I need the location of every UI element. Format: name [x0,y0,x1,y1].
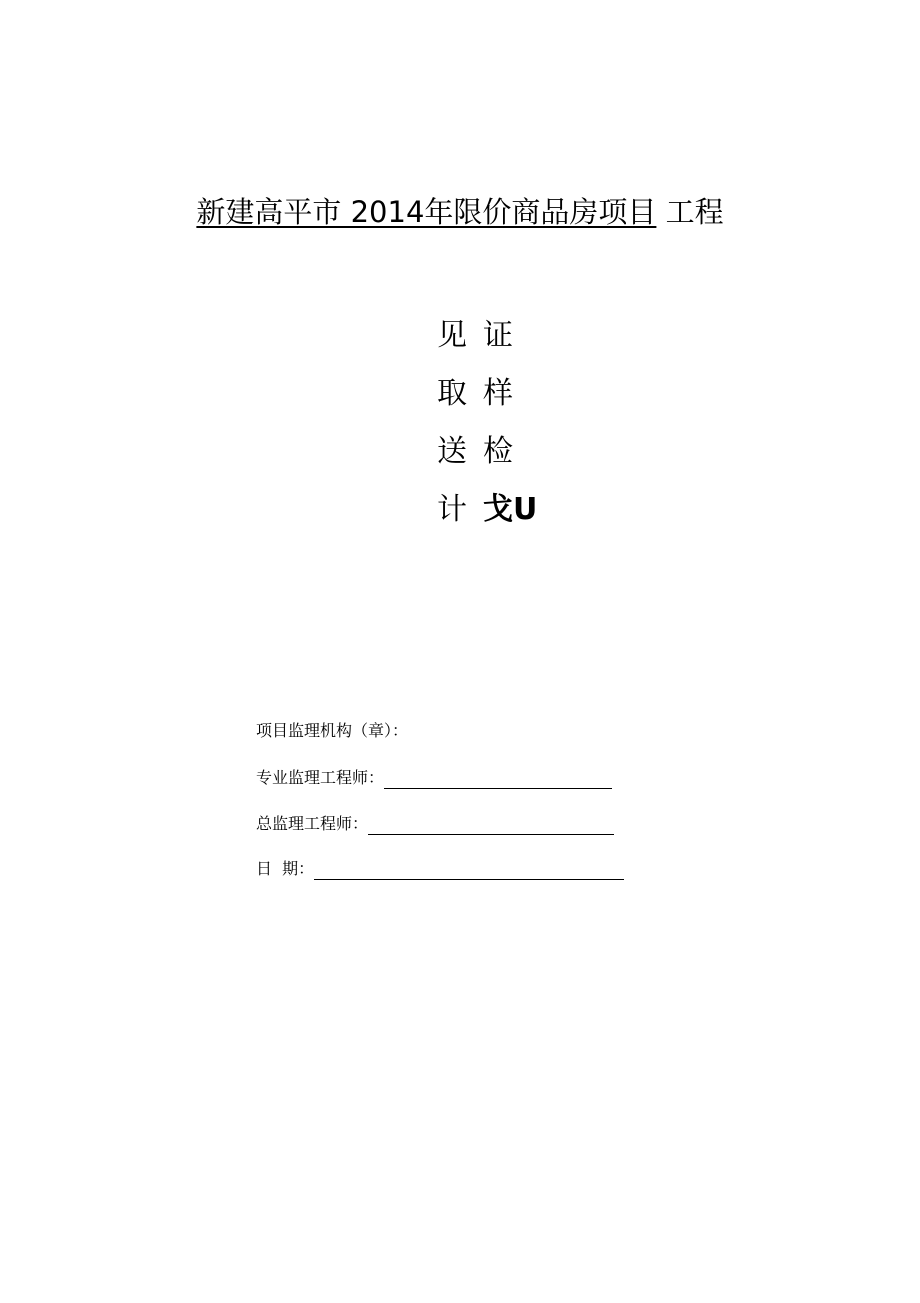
field-specialist-engineer [256,767,612,789]
field-underline[interactable] [384,770,612,789]
field-underline[interactable] [368,816,614,835]
field-label: 专业监理工程师： [256,768,385,787]
heading-line-2 [437,374,513,414]
heading-char: 取 [437,376,467,411]
heading-char: 计 [437,492,467,527]
title-suffix: 工程 [656,195,724,229]
heading-line-4 [437,490,537,530]
field-label: 总监理工程师： [256,814,369,833]
heading-line-1 [437,316,513,356]
heading-char: 见 [437,318,467,353]
heading-char: 证 [483,318,513,353]
field-label: 项目监理机构（章）： [256,721,409,740]
field-chief-engineer [256,813,614,835]
heading-char: 戈U [483,492,538,527]
heading-char: 检 [483,434,513,469]
document-title [0,192,920,232]
field-label: 日 期： [256,859,315,878]
field-date [256,858,624,880]
heading-char: 送 [437,434,467,469]
field-underline[interactable] [314,861,624,880]
heading-line-3 [437,432,513,472]
title-project-name: 新建高平市 2014年限价商品房项目 [196,195,657,229]
field-supervision-agency [256,720,408,742]
heading-char: 样 [483,376,513,411]
